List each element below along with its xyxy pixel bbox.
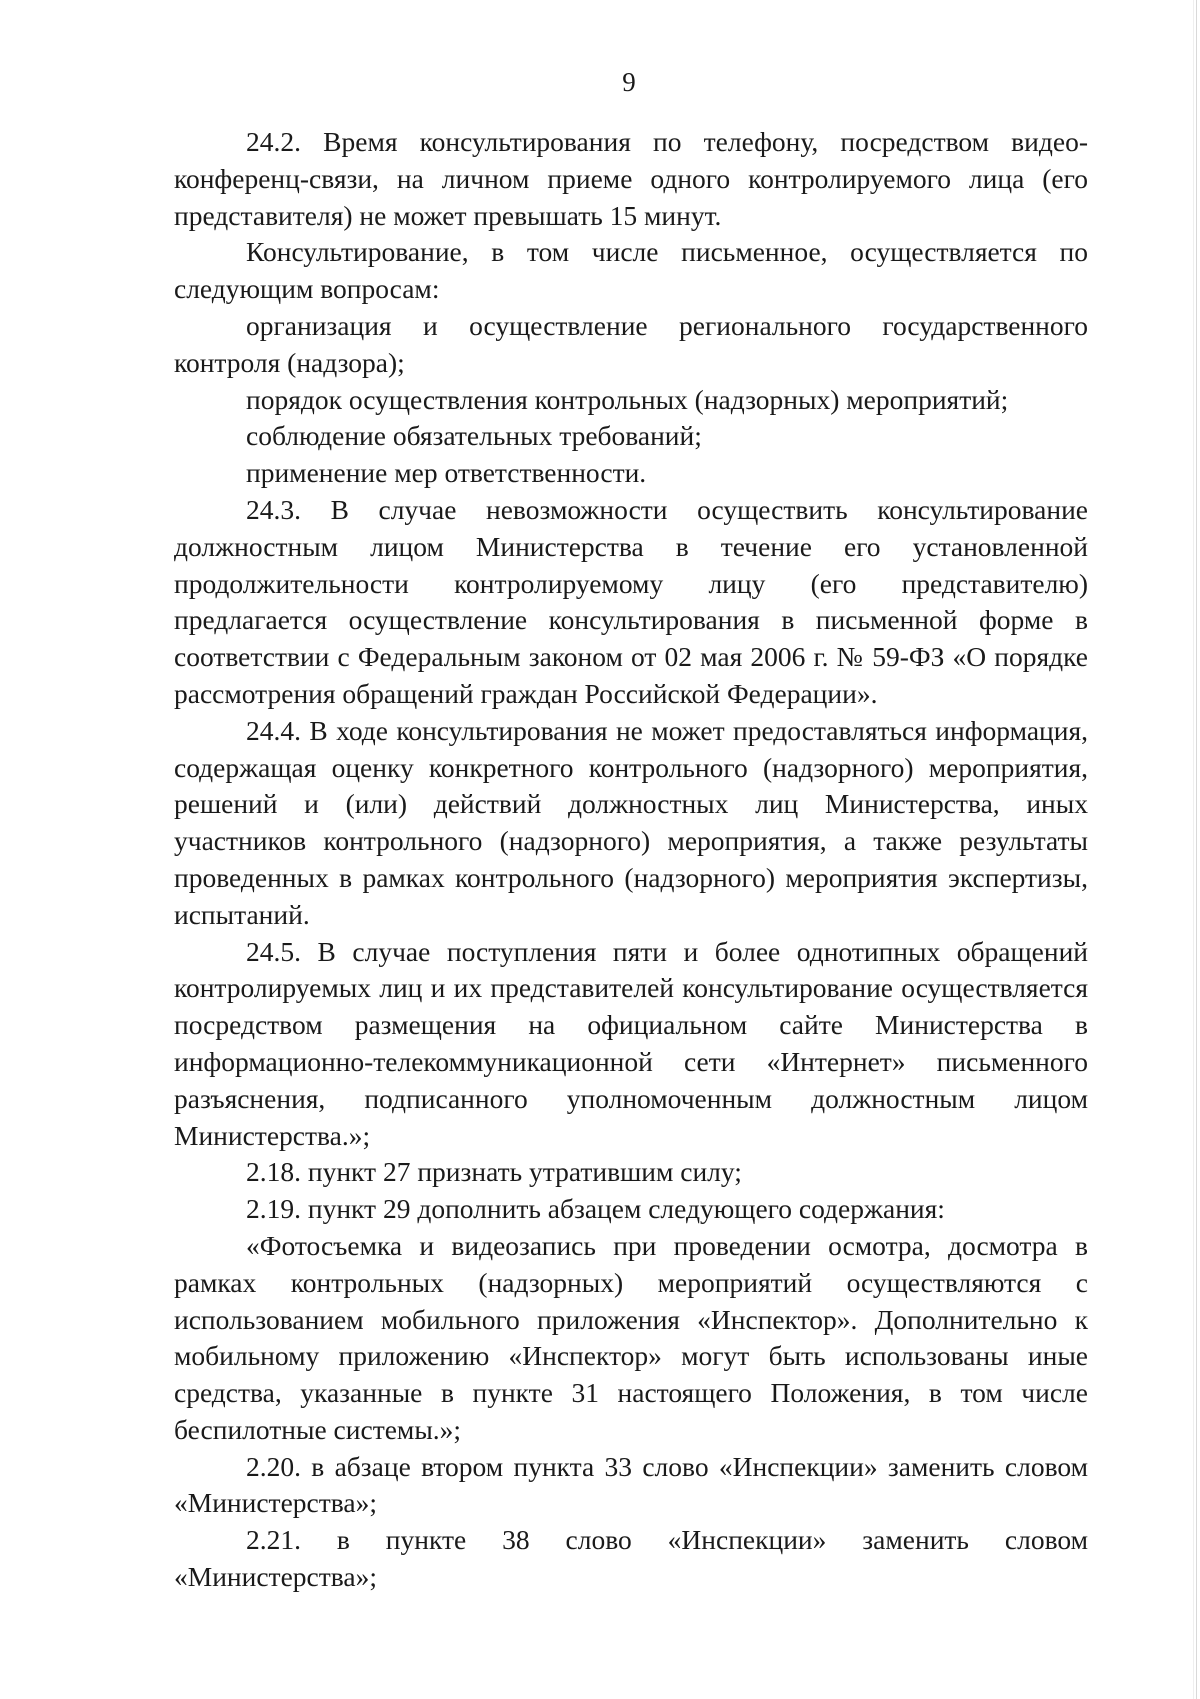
- paragraph-2-20: 2.20. в абзаце втором пункта 33 слово «Инспекции» заменить словом «Министерства»;: [174, 1450, 1088, 1519]
- list-item-organization: организация и осуществление регионального государственного контроля (надзора);: [174, 309, 1088, 378]
- paragraph-2-19: 2.19. пункт 29 дополнить абзацем следующего содержания:: [246, 1193, 945, 1225]
- paragraph-24-2: 24.2. Время консультирования по телефону, посредством видео-конференц-связи, на личном приеме одного контролируемого лица (его представителя) не может превышать 15 минут.: [174, 126, 1088, 231]
- paragraph-24-4: 24.4. В ходе консультирования не может предоставляться информация, содержащая оценку конкретного контрольного (надзорного) мероприятия, решений и (или) действий должностных лиц Министерства, иных участников контрольного (надзорного) мероприятия, а также результаты проведенных в рамках контрольного (надзорного) мероприятия экспертизы, испытаний.: [174, 714, 1088, 930]
- paragraph-consulting-intro: Консультирование, в том числе письменное, осуществляется по следующим вопросам:: [174, 236, 1088, 305]
- list-item-liability: применение мер ответственности.: [246, 457, 647, 489]
- document-body: [174, 124, 1088, 1596]
- list-item-procedure: порядок осуществления контрольных (надзорных) мероприятий;: [246, 383, 1009, 415]
- scan-edge-line-secondary: [1193, 0, 1194, 1699]
- paragraph-24-5: 24.5. В случае поступления пяти и более однотипных обращений контролируемых лиц и их представителей консультирование осуществляется посредством размещения на официальном сайте Министерства в информационно-телекоммуникационной сети «Интернет» письменного разъяснения, подписанного уполномоченным должностным лицом Министерства.»;: [174, 935, 1088, 1151]
- paragraph-2-18: 2.18. пункт 27 признать утратившим силу;: [246, 1156, 742, 1188]
- page-number: 9: [622, 67, 636, 97]
- scan-edge-line: [1196, 0, 1197, 1699]
- paragraph-photo-video: «Фотосъемка и видеозапись при проведении осмотра, досмотра в рамках контрольных (надзорных) мероприятий осуществляются с использованием мобильного приложения «Инспектор». Дополнительно к мобильному приложению «Инспектор» могут быть использованы иные средства, указанные в пункте 31 настоящего Положения, в том числе беспилотные системы.»;: [174, 1229, 1088, 1445]
- paragraph-2-21: 2.21. в пункте 38 слово «Инспекции» заменить словом «Министерства»;: [174, 1524, 1088, 1593]
- paragraph-24-3: 24.3. В случае невозможности осуществить консультирование должностным лицом Министерства в течение его установленной продолжительности контролируемому лицу (его представителю) предлагается осуществление консультирования в письменной форме в соответствии с Федеральным законом от 02 мая 2006 г. № 59-ФЗ «О порядке рассмотрения обращений граждан Российской Федерации».: [174, 493, 1088, 709]
- list-item-compliance: соблюдение обязательных требований;: [246, 420, 702, 452]
